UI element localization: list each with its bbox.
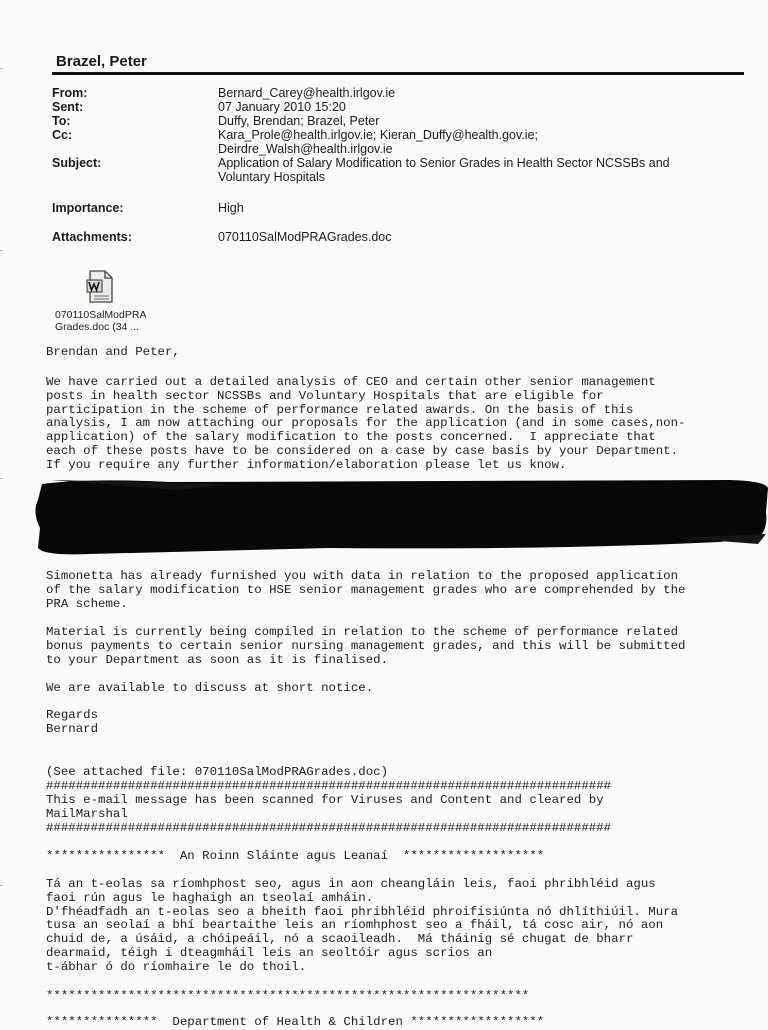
hash-divider: ############################################################################ <box>46 821 612 835</box>
cc-value-line[interactable]: Kara_Prole@health.irlgov.ie; Kieran_Duffy@health.gov.ie; <box>218 128 539 142</box>
meta-label: Cc: <box>52 128 73 142</box>
scan-edge-mark <box>0 68 3 69</box>
meta-attachments <box>52 230 742 244</box>
attached-file-note: (See attached file: 070110SalModPRAGrades.doc) <box>46 765 389 779</box>
star-divider: ***************************************************************** <box>46 989 530 1003</box>
from-value[interactable]: Bernard_Carey@health.irlgov.ie <box>218 86 396 100</box>
attachment-caption-line: 070110SalModPRA <box>55 309 147 321</box>
meta-label: To: <box>52 114 71 128</box>
importance-value: High <box>218 201 244 215</box>
meta-subject <box>52 156 742 201</box>
greeting: Brendan and Peter, <box>46 345 180 359</box>
attachments-value[interactable]: 070110SalModPRAGrades.doc <box>218 230 392 244</box>
scan-edge-mark <box>0 478 3 479</box>
email-meta-table <box>52 86 742 244</box>
body-paragraph-1: We have carried out a detailed analysis of CEO and certain other senior management posts in health sector NCSSBs and Voluntary Hospitals that are eligible for participation in the scheme of performance related awards. On the basis of this analysis, I am now attaching our proposals for the application (and in some cases,non- application) of the salary modification to the posts concerned. I appreciate that each of these posts have to be considered on a case by case basis by your Department. If you require any further information/elaboration please let us know. <box>46 375 686 472</box>
body-paragraph-2: Simonetta has already furnished you with data in relation to the proposed application of the salary modification to HSE senior management grades who are comprehended by the PRA scheme. <box>46 569 686 611</box>
subject-value-line: Application of Salary Modification to Senior Grades in Health Sector NCSSBs and <box>218 156 670 170</box>
meta-label: Attachments: <box>52 230 132 244</box>
sender-header-name: Brazel, Peter <box>56 53 147 70</box>
scan-edge-mark <box>0 885 3 886</box>
sent-value: 07 January 2010 15:20 <box>218 100 346 114</box>
signoff: Regards Bernard <box>46 708 99 736</box>
meta-cc <box>52 128 742 156</box>
meta-to <box>52 114 742 128</box>
subject-value-line: Voluntary Hospitals <box>218 170 326 184</box>
word-document-icon[interactable] <box>86 270 114 304</box>
meta-label: Subject: <box>52 156 102 170</box>
irish-disclaimer-text: Tá an t-eolas sa ríomhphost seo, agus in aon cheangláin leis, faoi phribhléid agus faoi rún agus le haghaigh an tseolaí amháin. D'fhéadfadh an t-eolas seo a bheith faoi phribhléid phroifisiúnta nó dhlíthiúil. Mura tusa an seolaí a bhí beartaithe leis an ríomhphost seo a fháil, tá cosc air, nó aon chuid de, a úsáid, a chóipeáil, nó a scaoileadh. Má tháinig sé chugat de bharr dearmaid, téigh i dteagmháil leis an seoltóir agus scrios an t-ábhar ó do ríomhaire le do thoil. <box>46 877 679 974</box>
meta-sent <box>52 100 742 114</box>
to-value[interactable]: Duffy, Brendan; Brazel, Peter <box>218 114 380 128</box>
irish-disclaimer-heading: **************** An Roinn Sláinte agus Leanaí ******************* <box>46 849 545 863</box>
hash-divider: ############################################################################ <box>46 779 612 793</box>
meta-label: Importance: <box>52 201 124 215</box>
meta-importance <box>52 201 742 230</box>
attachment-caption-line: Grades.doc (34 ... <box>55 321 140 333</box>
body-paragraph-4: We are available to discuss at short notice. <box>46 681 374 695</box>
attachment-caption[interactable] <box>55 309 146 333</box>
header-divider <box>52 72 744 75</box>
english-disclaimer-heading: *************** Department of Health & Children ****************** <box>46 1015 545 1029</box>
meta-label: Sent: <box>52 100 84 114</box>
scan-edge-mark <box>0 250 3 251</box>
redaction-block <box>30 478 768 556</box>
body-paragraph-3: Material is currently being compiled in relation to the scheme of performance related bonus payments to certain senior nursing management grades, and this will be submitted to your Department as soon as it is finalised. <box>46 625 686 667</box>
meta-label: From: <box>52 86 88 100</box>
virus-scan-notice: This e-mail message has been scanned for Viruses and Content and cleared by MailMarshal <box>46 793 604 821</box>
meta-from <box>52 86 742 100</box>
cc-value-line[interactable]: Deirdre_Walsh@health.irlgov.ie <box>218 142 393 156</box>
